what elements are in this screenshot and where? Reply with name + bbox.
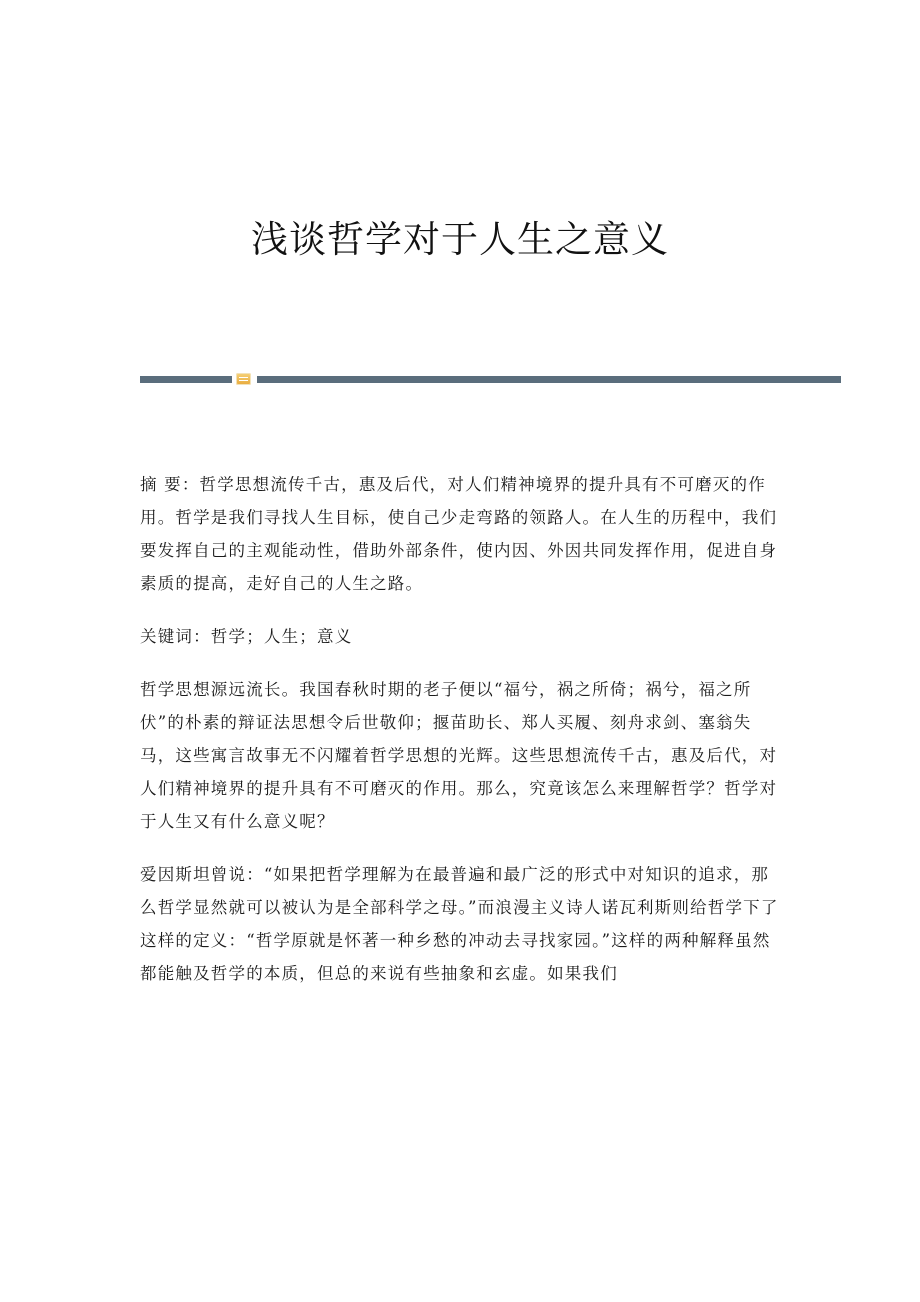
document-body [140, 468, 785, 1010]
divider-badge-icon [236, 373, 251, 385]
divider-bar-left [140, 376, 232, 383]
document-title: 浅谈哲学对于人生之意义 [251, 218, 669, 261]
body-paragraph: 哲学思想源远流长。我国春秋时期的老子便以“福兮，祸之所倚；祸兮，福之所伏”的朴素的辩证法思想令后世敬仰；揠苗助长、郑人买履、刻舟求剑、塞翁失马，这些寓言故事无不闪耀着哲学思想的光辉。这些思想流传千古，惠及后代，对人们精神境界的提升具有不可磨灭的作用。那么，究竟该怎么来理解哲学？哲学对于人生又有什么意义呢？ [140, 680, 778, 831]
keywords-line: 关键词：哲学；人生；意义 [140, 627, 353, 646]
divider-bar-right [257, 376, 841, 383]
title-divider [140, 372, 841, 386]
body-paragraph: 爱因斯坦曾说：“如果把哲学理解为在最普遍和最广泛的形式中对知识的追求，那么哲学显然就可以被认为是全部科学之母。”而浪漫主义诗人诺瓦利斯则给哲学下了这样的定义：“哲学原就是怀著一种乡愁的冲动去寻找家园。”这样的两种解释虽然都能触及哲学的本质，但总的来说有些抽象和玄虚。如果我们 [140, 865, 779, 983]
abstract-paragraph: 摘 要：哲学思想流传千古，惠及后代，对人们精神境界的提升具有不可磨灭的作用。哲学是我们寻找人生目标，使自己少走弯路的领路人。在人生的历程中，我们要发挥自己的主观能动性，借助外部条件，使内因、外因共同发挥作用，促进自身素质的提高，走好自己的人生之路。 [140, 475, 778, 593]
